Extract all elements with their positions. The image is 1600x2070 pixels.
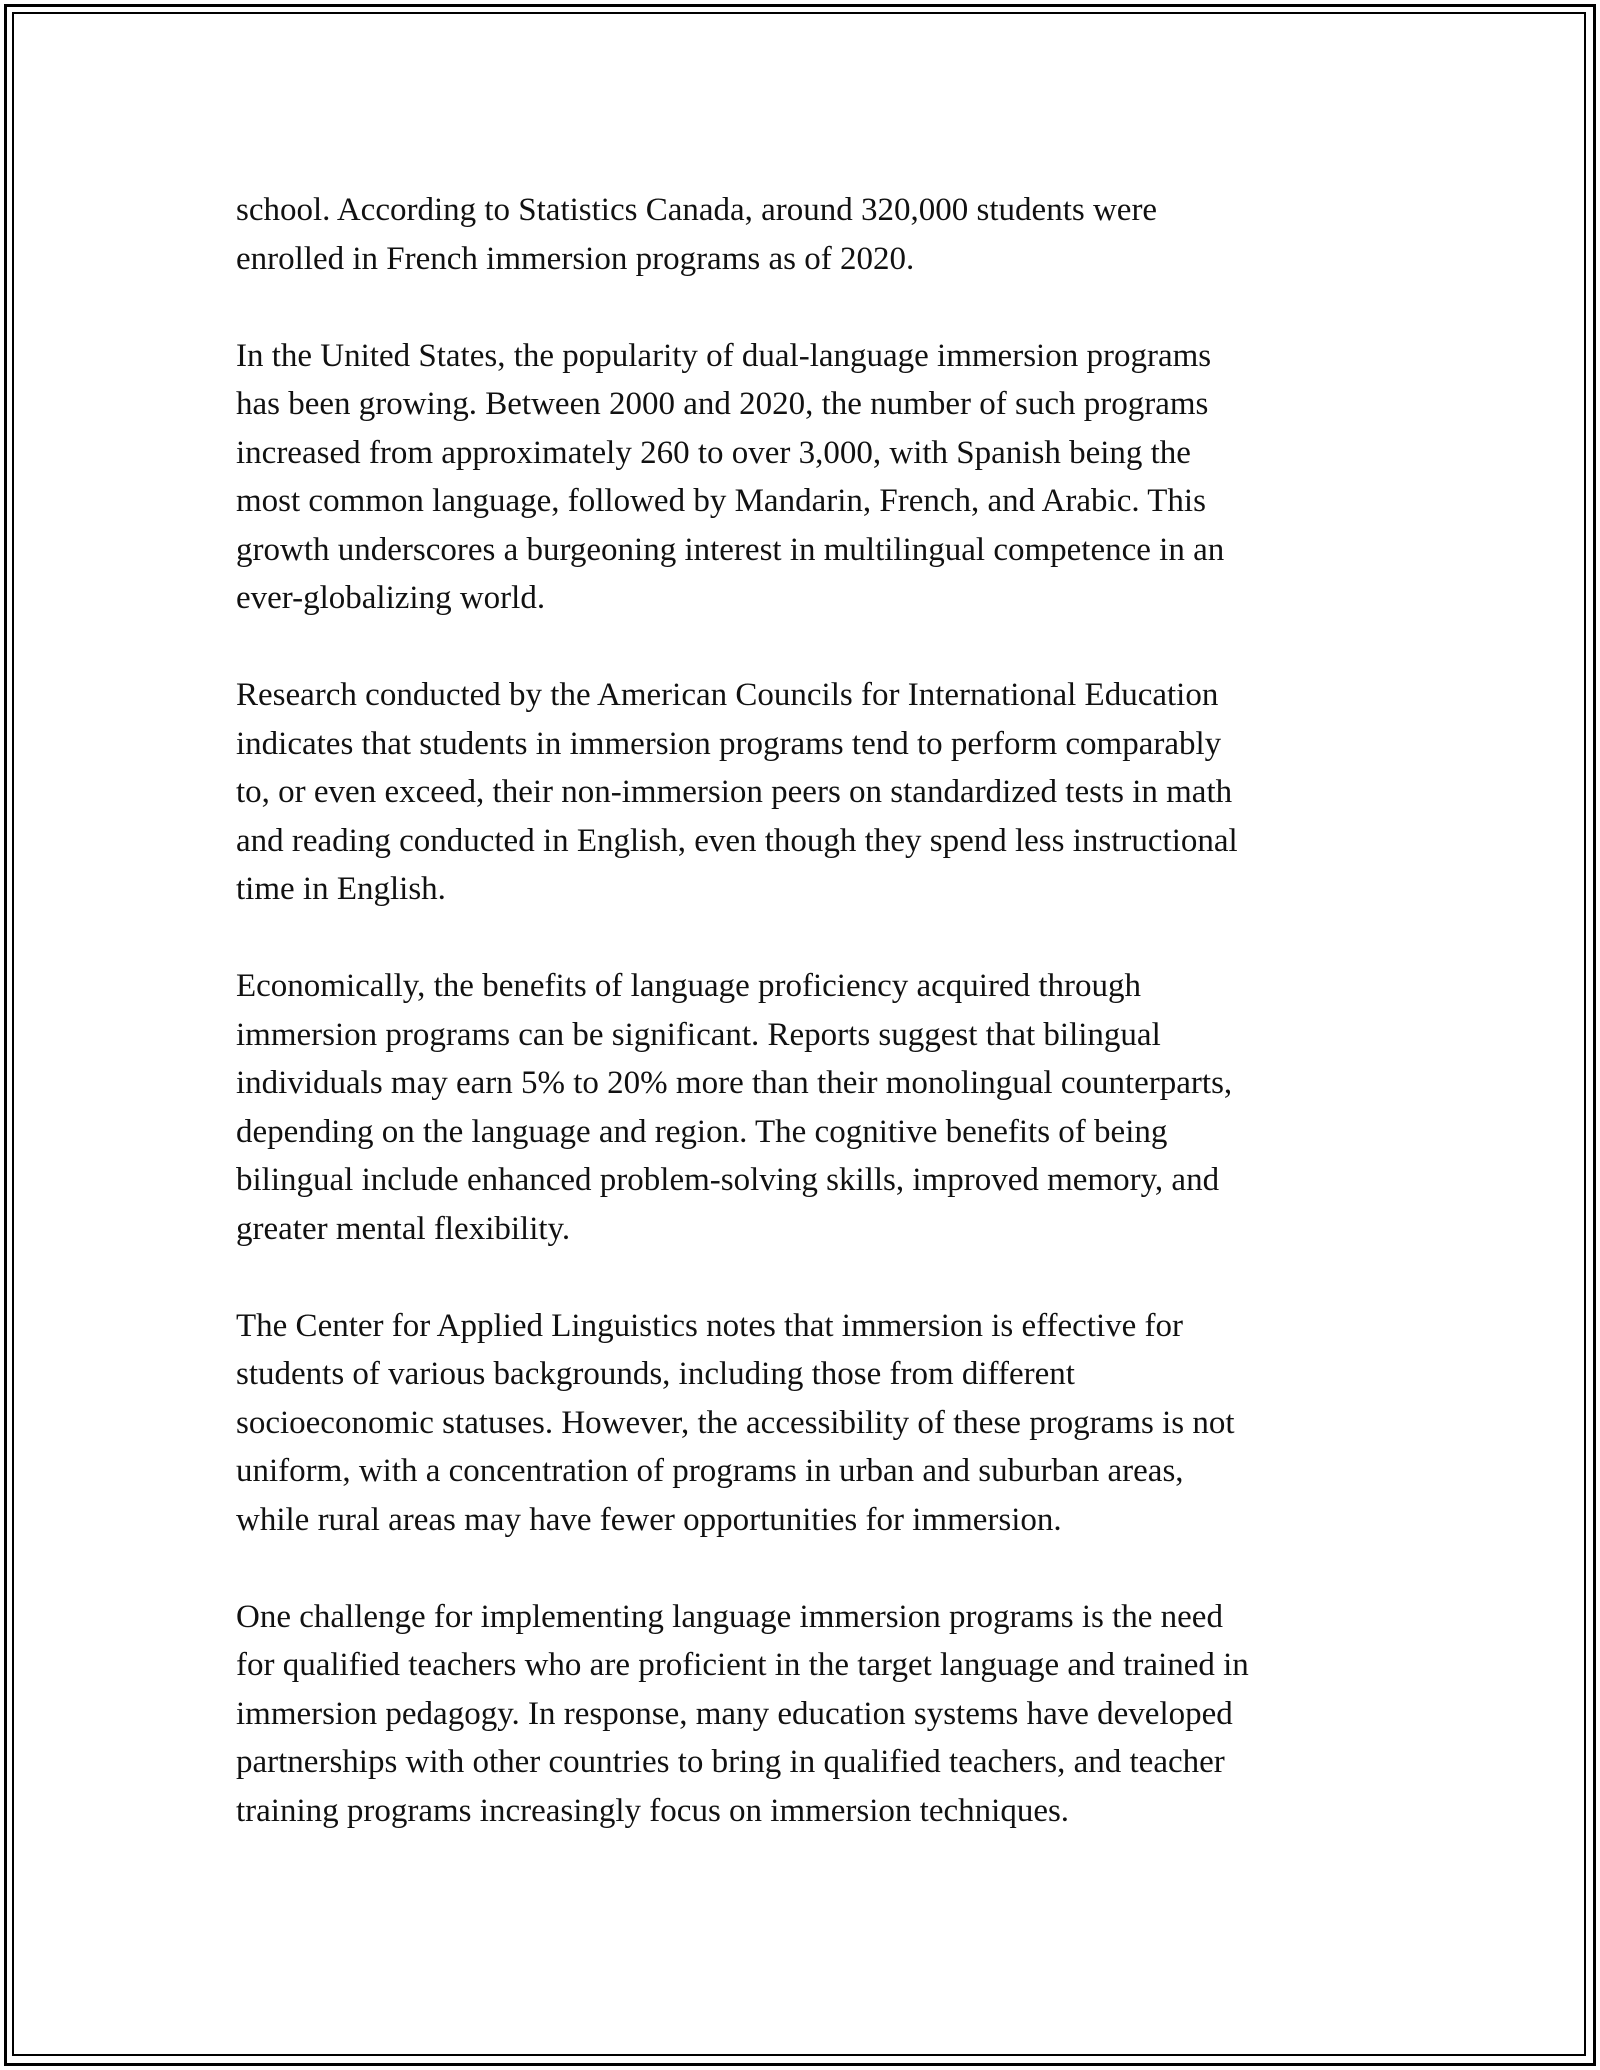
- paragraph: [236, 1593, 1376, 1836]
- paragraph-line: and reading conducted in English, even though they spend less instructional: [236, 822, 1238, 859]
- paragraph-line: partnerships with other countries to bring in qualified teachers, and teacher: [236, 1744, 1225, 1780]
- paragraph: [236, 671, 1376, 914]
- paragraph: [236, 332, 1376, 623]
- paragraph-line: growth underscores a burgeoning interest in multilingual competence in an: [236, 531, 1225, 568]
- paragraph-line: indicates that students in immersion programs tend to perform comparably: [236, 725, 1222, 762]
- paragraph: [236, 186, 1376, 283]
- paragraph-line: uniform, with a concentration of programs in urban and suburban areas,: [236, 1453, 1184, 1489]
- paragraph-line: individuals may earn 5% to 20% more than their monolingual counterparts,: [236, 1065, 1233, 1101]
- paragraph-line: school. According to Statistics Canada, around 320,000 students were: [236, 192, 1158, 228]
- paragraph-line: Research conducted by the American Councils for International Education: [236, 677, 1219, 713]
- paragraph-line: In the United States, the popularity of dual-language immersion programs: [236, 337, 1212, 374]
- paragraph-line: greater mental flexibility.: [236, 1210, 571, 1247]
- paragraph-line: for qualified teachers who are proficient in the target language and trained in: [236, 1647, 1249, 1683]
- paragraph-line: bilingual include enhanced problem-solving skills, improved memory, and: [236, 1162, 1220, 1198]
- paragraph-line: depending on the language and region. The cognitive benefits of being: [236, 1113, 1168, 1150]
- document-body: [236, 186, 1376, 1884]
- paragraph-line: while rural areas may have fewer opportunities for immersion.: [236, 1501, 1062, 1538]
- paragraph-line: immersion programs can be significant. Reports suggest that bilingual: [236, 1016, 1161, 1053]
- paragraph-line: increased from approximately 260 to over 3,000, with Spanish being the: [236, 434, 1191, 471]
- paragraph-line: has been growing. Between 2000 and 2020, the number of such programs: [236, 386, 1209, 422]
- paragraph: [236, 962, 1376, 1253]
- paragraph-line: training programs increasingly focus on immersion techniques.: [236, 1792, 1070, 1829]
- paragraph-line: to, or even exceed, their non-immersion peers on standardized tests in math: [236, 774, 1233, 810]
- paragraph: [236, 1302, 1376, 1545]
- paragraph-line: enrolled in French immersion programs as of 2020.: [236, 240, 915, 277]
- paragraph-line: The Center for Applied Linguistics notes that immersion is effective for: [236, 1307, 1183, 1344]
- paragraph-line: time in English.: [236, 871, 446, 907]
- paragraph-line: One challenge for implementing language immersion programs is the need: [236, 1598, 1223, 1635]
- paragraph-line: students of various backgrounds, including those from different: [236, 1356, 1075, 1392]
- paragraph-line: immersion pedagogy. In response, many education systems have developed: [236, 1695, 1233, 1732]
- paragraph-line: Economically, the benefits of language proficiency acquired through: [236, 968, 1142, 1004]
- paragraph-line: socioeconomic statuses. However, the accessibility of these programs is not: [236, 1404, 1235, 1441]
- paragraph-line: ever-globalizing world.: [236, 580, 546, 616]
- paragraph-line: most common language, followed by Mandarin, French, and Arabic. This: [236, 483, 1206, 519]
